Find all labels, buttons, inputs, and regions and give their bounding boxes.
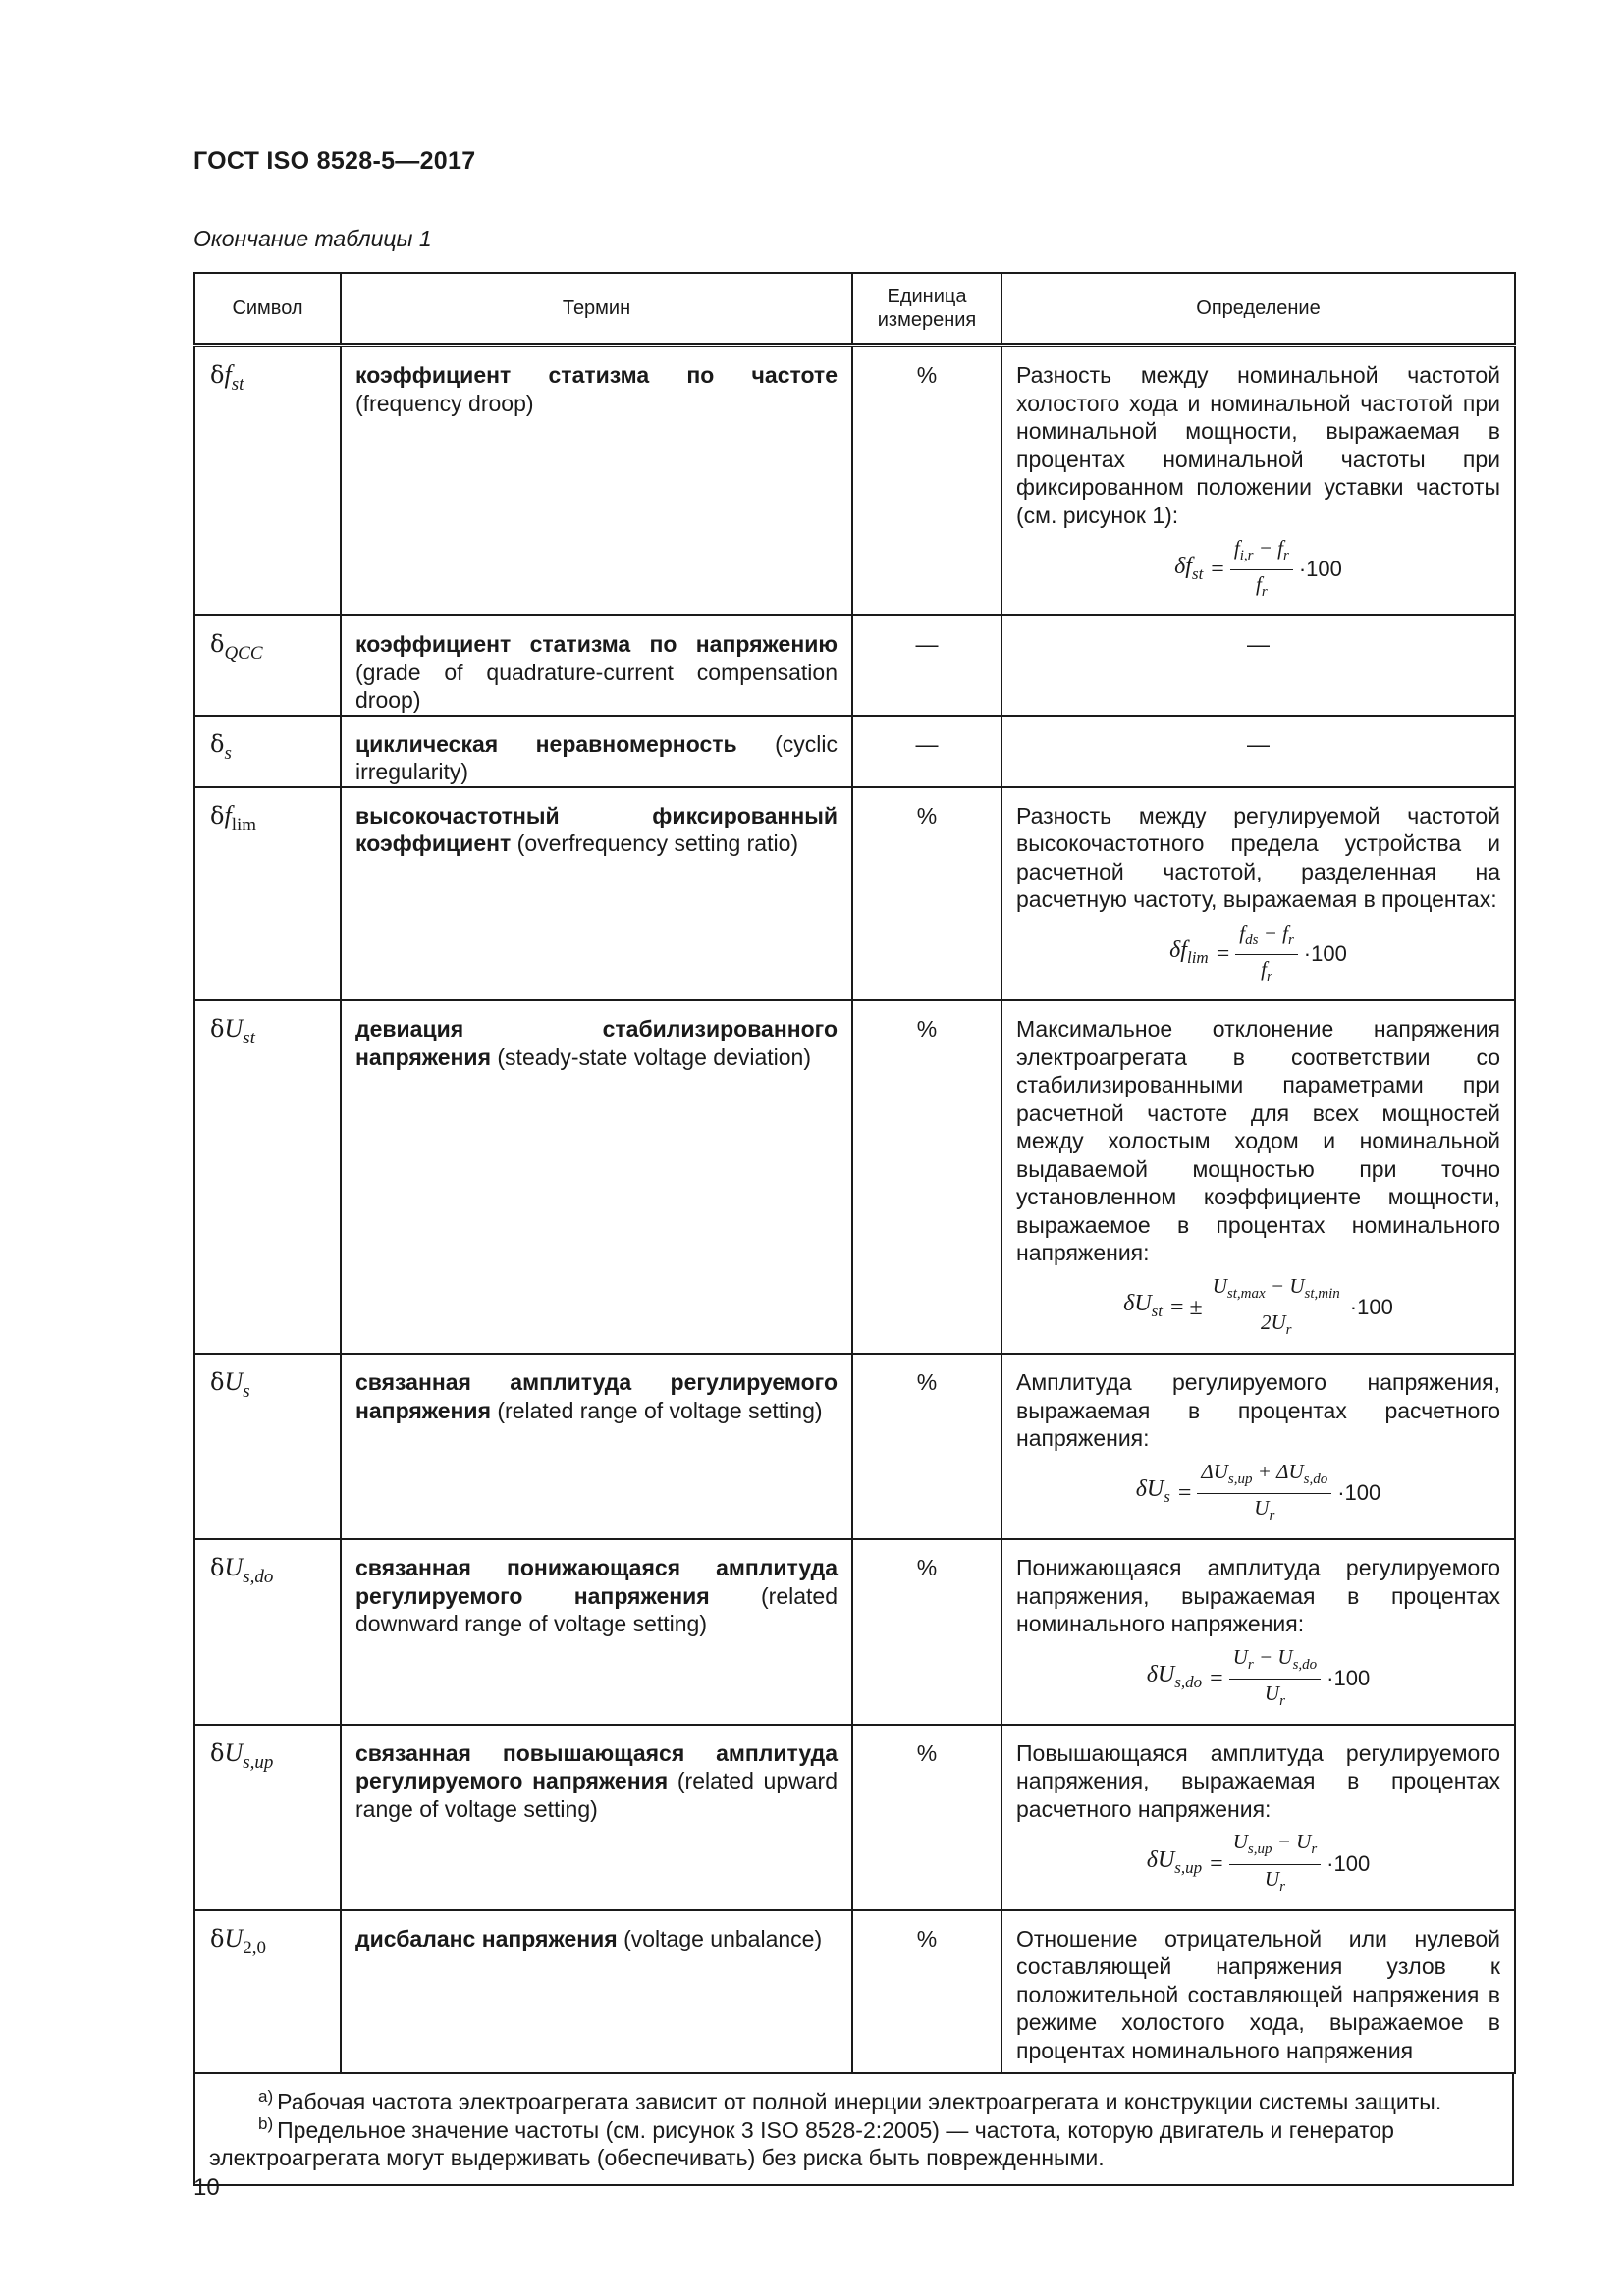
term-english: (overfrequency setting ratio) — [511, 830, 799, 857]
definition-text: Отношение отрицательной или нулевой составляющей напряжения узлов к положительной составляющей напряжения в режиме холостого хода, выражаемое в процентах номинального напряжения — [1016, 1925, 1500, 2063]
symbol-delta: δ — [210, 1015, 225, 1043]
numerator-operator: − f — [1253, 536, 1283, 560]
unit-value: % — [916, 1739, 938, 1766]
unit-value: % — [916, 1555, 938, 1580]
unit-value: % — [916, 362, 938, 388]
table-row — [194, 1354, 1515, 1539]
denominator-term: U — [1264, 1681, 1280, 1705]
numerator-term: f — [1239, 920, 1246, 944]
cell-unit — [852, 1725, 1001, 1910]
formula-denominator — [1256, 570, 1268, 605]
symbol-delta: δ — [210, 1924, 225, 1952]
denominator-term: U — [1264, 1866, 1280, 1891]
footnote-text: Предельное значение частоты (см. рисунок 3 ISO 8528-2:2005) — частота, которую двигатель и генератор электроагрегата могут выдерживать (обеспечивать) без риска быть поврежденными. — [209, 2116, 1394, 2171]
symbol-variable: U — [224, 1367, 244, 1397]
numerator-subscript: s,up — [1247, 1842, 1272, 1858]
formula-lhs — [1174, 553, 1203, 588]
numerator-subscript: s,up — [1227, 1470, 1253, 1487]
numerator-term: U — [1232, 1830, 1248, 1854]
term-english: (frequency droop) — [355, 390, 534, 416]
symbol-variable: U — [224, 1014, 244, 1043]
symbol-delta: δ — [210, 1738, 225, 1767]
cell-unit — [852, 716, 1001, 787]
cell-definition — [1001, 1910, 1515, 2074]
cell-definition — [1001, 346, 1515, 616]
cell-unit — [852, 615, 1001, 716]
numerator-subscript-2: r — [1311, 1842, 1318, 1858]
formula-denominator — [1265, 1680, 1285, 1714]
denominator-subscript: r — [1279, 1878, 1285, 1895]
numerator-subscript-2: st,min — [1304, 1285, 1340, 1302]
cell-symbol — [194, 716, 341, 787]
definition-text: Разность между номинальной частотой холостого хода и номинальной частотой при номинальной мощности, выражаемая в процентах номинальной частоты при фиксированном положении уставки частоты (см. рисунок 1): — [1016, 362, 1500, 528]
numerator-subscript: st,max — [1226, 1285, 1266, 1302]
numerator-operator: − U — [1265, 1273, 1305, 1298]
table-row — [194, 787, 1515, 1000]
numerator-term: U — [1232, 1644, 1248, 1669]
numerator-subscript-2: s,do — [1292, 1656, 1318, 1673]
term-english: (related range of voltage setting) — [491, 1397, 823, 1423]
term-russian: связанная понижающаяся амплитуда регулируемого напряжения — [355, 1555, 838, 1609]
symbol-delta: δ — [210, 630, 225, 659]
cell-symbol — [194, 1354, 341, 1539]
term-russian: коэффициент статизма по напряжению — [355, 631, 838, 658]
cell-symbol — [194, 1539, 341, 1725]
term-russian: связанная амплитуда регулируемого напряжения — [355, 1369, 838, 1423]
term-english: (related downward range of voltage setting) — [355, 1582, 838, 1636]
definition-text: Разность между регулируемой частотой высокочастотного предела устройства и расчетной частотой, разделенная на расчетную частоту, выражаемая в процентах: — [1016, 802, 1500, 913]
term-russian: дисбаланс напряжения — [355, 1925, 618, 1951]
formula-sign: = — [1211, 557, 1224, 583]
cell-unit — [852, 1910, 1001, 2074]
symbol-delta: δ — [210, 1554, 225, 1581]
cell-definition — [1001, 1539, 1515, 1725]
formula-lhs — [1136, 1475, 1170, 1511]
formula-lhs-subscript: s — [1164, 1486, 1170, 1506]
formula-fraction — [1197, 1459, 1331, 1528]
term-english: (grade of quadrature-current compensation droop) — [355, 659, 838, 714]
col-header-term: Термин — [341, 273, 852, 346]
definition-text: Повышающаяся амплитуда регулируемого напряжения, выражаемая в процентах расчетного напряжения: — [1016, 1739, 1500, 1822]
term-russian: высокочастотный фиксированный коэффициент — [355, 802, 838, 857]
definition-formula — [1016, 1829, 1500, 1898]
terms-table — [193, 272, 1516, 2074]
formula-lhs — [1147, 1846, 1202, 1882]
cell-definition — [1001, 1725, 1515, 1910]
numerator-term: f — [1233, 536, 1240, 560]
definition-formula — [1016, 1273, 1500, 1343]
unit-value: — — [915, 631, 939, 658]
footnote-text: Рабочая частота электроагрегата зависит от полной инерции электроагрегата и конструкции системы защиты. — [277, 2089, 1442, 2115]
unit-value: % — [916, 802, 938, 828]
formula-numerator — [1209, 1273, 1344, 1308]
cell-term — [341, 787, 852, 1000]
symbol-variable: f — [224, 800, 232, 829]
formula-numerator — [1197, 1459, 1331, 1494]
cell-definition — [1001, 1000, 1515, 1354]
col-header-symbol: Символ — [194, 273, 341, 346]
term-english: (related upward range of voltage setting) — [355, 1768, 838, 1822]
cell-term — [341, 716, 852, 787]
term-russian: девиация стабилизированного напряжения — [355, 1016, 838, 1070]
table-footnotes — [193, 2074, 1514, 2186]
cell-symbol — [194, 615, 341, 716]
formula-fraction — [1229, 1829, 1321, 1898]
definition-formula — [1016, 1644, 1500, 1714]
col-header-unit: Единица измерения — [852, 273, 1001, 346]
cell-symbol — [194, 787, 341, 1000]
definition-dash: — — [1247, 631, 1270, 658]
footnote-mark: b) — [258, 2114, 274, 2134]
formula-sign: = — [1216, 941, 1230, 968]
formula-sign: = — [1210, 1850, 1223, 1877]
symbol-delta: δ — [210, 729, 225, 758]
table-body — [194, 346, 1515, 2074]
formula-fraction — [1209, 1273, 1344, 1343]
symbol-subscript: s — [224, 742, 232, 764]
page-number: 10 — [193, 2174, 220, 2201]
denominator-subscript: r — [1279, 1692, 1285, 1709]
formula-multiplier: ·100 — [1326, 1665, 1371, 1690]
formula-denominator — [1254, 1494, 1274, 1528]
symbol-delta: δ — [210, 361, 225, 389]
footnote-a — [209, 2088, 1498, 2116]
cell-term — [341, 1539, 852, 1725]
unit-value: % — [916, 1925, 938, 1951]
definition-formula — [1016, 920, 1500, 989]
formula-sign: = ± — [1170, 1295, 1203, 1321]
cell-unit — [852, 787, 1001, 1000]
formula-lhs — [1169, 936, 1209, 972]
cell-unit — [852, 1354, 1001, 1539]
formula-sign: = — [1177, 1480, 1192, 1507]
term-russian: циклическая неравномерность — [355, 730, 737, 757]
cell-term — [341, 615, 852, 716]
term-english: (cyclic irregularity) — [355, 730, 838, 785]
denominator-term: f — [1261, 957, 1268, 982]
formula-lhs — [1147, 1661, 1202, 1696]
cell-definition — [1001, 787, 1515, 1000]
formula-lhs-subscript: lim — [1186, 948, 1209, 968]
definition-dash: — — [1247, 730, 1270, 757]
symbol-variable: U — [224, 1923, 244, 1952]
definition-text: Амплитуда регулируемого напряжения, выражаемая в процентах расчетного напряжения: — [1016, 1369, 1500, 1452]
cell-term — [341, 1910, 852, 2074]
symbol-delta: δ — [210, 801, 225, 829]
unit-value: % — [916, 1016, 938, 1042]
table-caption: Окончание таблицы 1 — [193, 226, 432, 251]
formula-lhs-symbol: δf — [1174, 553, 1192, 579]
unit-value: % — [916, 1369, 938, 1396]
formula-multiplier: ·100 — [1303, 941, 1347, 967]
formula-denominator — [1261, 955, 1272, 989]
formula-lhs-symbol: δf — [1169, 937, 1187, 964]
numerator-subscript-2: r — [1287, 933, 1294, 949]
formula-lhs-symbol: δU — [1146, 1846, 1175, 1873]
table-row — [194, 1725, 1515, 1910]
cell-term — [341, 1000, 852, 1354]
formula-multiplier: ·100 — [1326, 1850, 1371, 1876]
formula-lhs-symbol: δU — [1135, 1476, 1164, 1503]
numerator-operator: − U — [1253, 1644, 1293, 1669]
symbol-subscript: st — [243, 1028, 255, 1049]
symbol-variable: U — [224, 1553, 244, 1581]
symbol-subscript: 2,0 — [243, 1937, 266, 1958]
term-english: (steady-state voltage deviation) — [491, 1043, 812, 1070]
table-row — [194, 1539, 1515, 1725]
terms-table-container — [193, 272, 1514, 2186]
symbol-subscript: s — [243, 1381, 250, 1403]
denominator-term: U — [1254, 1495, 1270, 1520]
definition-formula — [1016, 535, 1500, 605]
formula-lhs-subscript: s,do — [1174, 1672, 1203, 1691]
definition-text: Понижающаяся амплитуда регулируемого напряжения, выражаемая в процентах номинального напряжения: — [1016, 1555, 1500, 1636]
formula-lhs-subscript: s,up — [1174, 1857, 1203, 1877]
cell-term — [341, 1725, 852, 1910]
numerator-term: ΔU — [1201, 1459, 1228, 1483]
cell-unit — [852, 1000, 1001, 1354]
denominator-subscript: r — [1261, 584, 1268, 601]
unit-value: — — [915, 730, 939, 757]
numerator-subscript: ds — [1245, 933, 1259, 949]
formula-lhs-subscript: st — [1191, 563, 1204, 583]
table-header-row — [194, 273, 1515, 346]
numerator-subscript: r — [1247, 1656, 1254, 1673]
cell-unit — [852, 346, 1001, 616]
cell-symbol — [194, 346, 341, 616]
definition-formula — [1016, 1459, 1500, 1528]
symbol-subscript: QCC — [224, 643, 263, 665]
denominator-subscript: r — [1269, 1508, 1275, 1523]
col-header-definition: Определение — [1001, 273, 1515, 346]
denominator-term: 2U — [1260, 1309, 1286, 1334]
table-row — [194, 1000, 1515, 1354]
table-row — [194, 346, 1515, 616]
cell-symbol — [194, 1910, 341, 2074]
formula-denominator — [1261, 1308, 1292, 1343]
cell-term — [341, 1354, 852, 1539]
cell-term — [341, 346, 852, 616]
formula-numerator — [1229, 1829, 1321, 1864]
numerator-subscript-2: r — [1282, 548, 1289, 564]
numerator-subscript-2: s,do — [1303, 1470, 1328, 1487]
numerator-subscript: i,r — [1239, 548, 1254, 564]
cell-symbol — [194, 1000, 341, 1354]
denominator-term: f — [1255, 572, 1262, 597]
document-header: ГОСТ ISO 8528-5—2017 — [193, 147, 476, 175]
formula-lhs-symbol: δU — [1123, 1291, 1152, 1317]
cell-unit — [852, 1539, 1001, 1725]
formula-numerator — [1230, 535, 1293, 570]
symbol-variable: f — [224, 360, 232, 389]
term-russian: связанная повышающаяся амплитуда регулируемого напряжения — [355, 1739, 838, 1794]
numerator-operator: + ΔU — [1252, 1459, 1304, 1483]
formula-multiplier: ·100 — [1337, 1480, 1381, 1506]
footnote-mark: a) — [258, 2086, 274, 2106]
cell-definition — [1001, 716, 1515, 787]
numerator-operator: − U — [1272, 1830, 1312, 1854]
cell-symbol — [194, 1725, 341, 1910]
formula-numerator — [1229, 1644, 1321, 1680]
table-row — [194, 615, 1515, 716]
formula-multiplier: ·100 — [1298, 557, 1342, 582]
term-russian: коэффициент статизма по частоте — [355, 362, 838, 388]
formula-fraction — [1230, 535, 1293, 605]
definition-text: Максимальное отклонение напряжения электроагрегата в соответствии со стабилизированными параметрами при расчетной частоте для всех мощностей между холостым ходом и номинальной выдаваемой мощностью при точно установленном коэффициенте мощности, выражаемое в процентах номинального напряжения: — [1016, 1016, 1500, 1266]
denominator-subscript: r — [1267, 969, 1272, 986]
symbol-subscript: lim — [231, 814, 257, 835]
cell-definition — [1001, 1354, 1515, 1539]
symbol-delta: δ — [210, 1368, 225, 1397]
formula-sign: = — [1210, 1665, 1223, 1691]
symbol-subscript: st — [231, 374, 244, 395]
table-row — [194, 716, 1515, 787]
formula-lhs-symbol: δU — [1146, 1662, 1175, 1688]
symbol-subscript: s,up — [243, 1751, 274, 1773]
formula-lhs — [1123, 1290, 1163, 1325]
cell-definition — [1001, 615, 1515, 716]
footnote-b — [209, 2116, 1498, 2172]
numerator-term: U — [1212, 1273, 1227, 1298]
formula-denominator — [1265, 1865, 1285, 1899]
term-english: (voltage unbalance) — [617, 1925, 823, 1951]
formula-numerator — [1235, 920, 1298, 955]
formula-fraction — [1229, 1644, 1321, 1714]
denominator-subscript: r — [1285, 1322, 1292, 1339]
symbol-variable: U — [224, 1737, 244, 1767]
table-row — [194, 1910, 1515, 2074]
formula-lhs-subscript: st — [1151, 1302, 1164, 1321]
symbol-subscript: s,do — [243, 1567, 274, 1587]
numerator-operator: − f — [1258, 920, 1288, 944]
formula-multiplier: ·100 — [1349, 1295, 1393, 1320]
formula-fraction — [1235, 920, 1298, 989]
